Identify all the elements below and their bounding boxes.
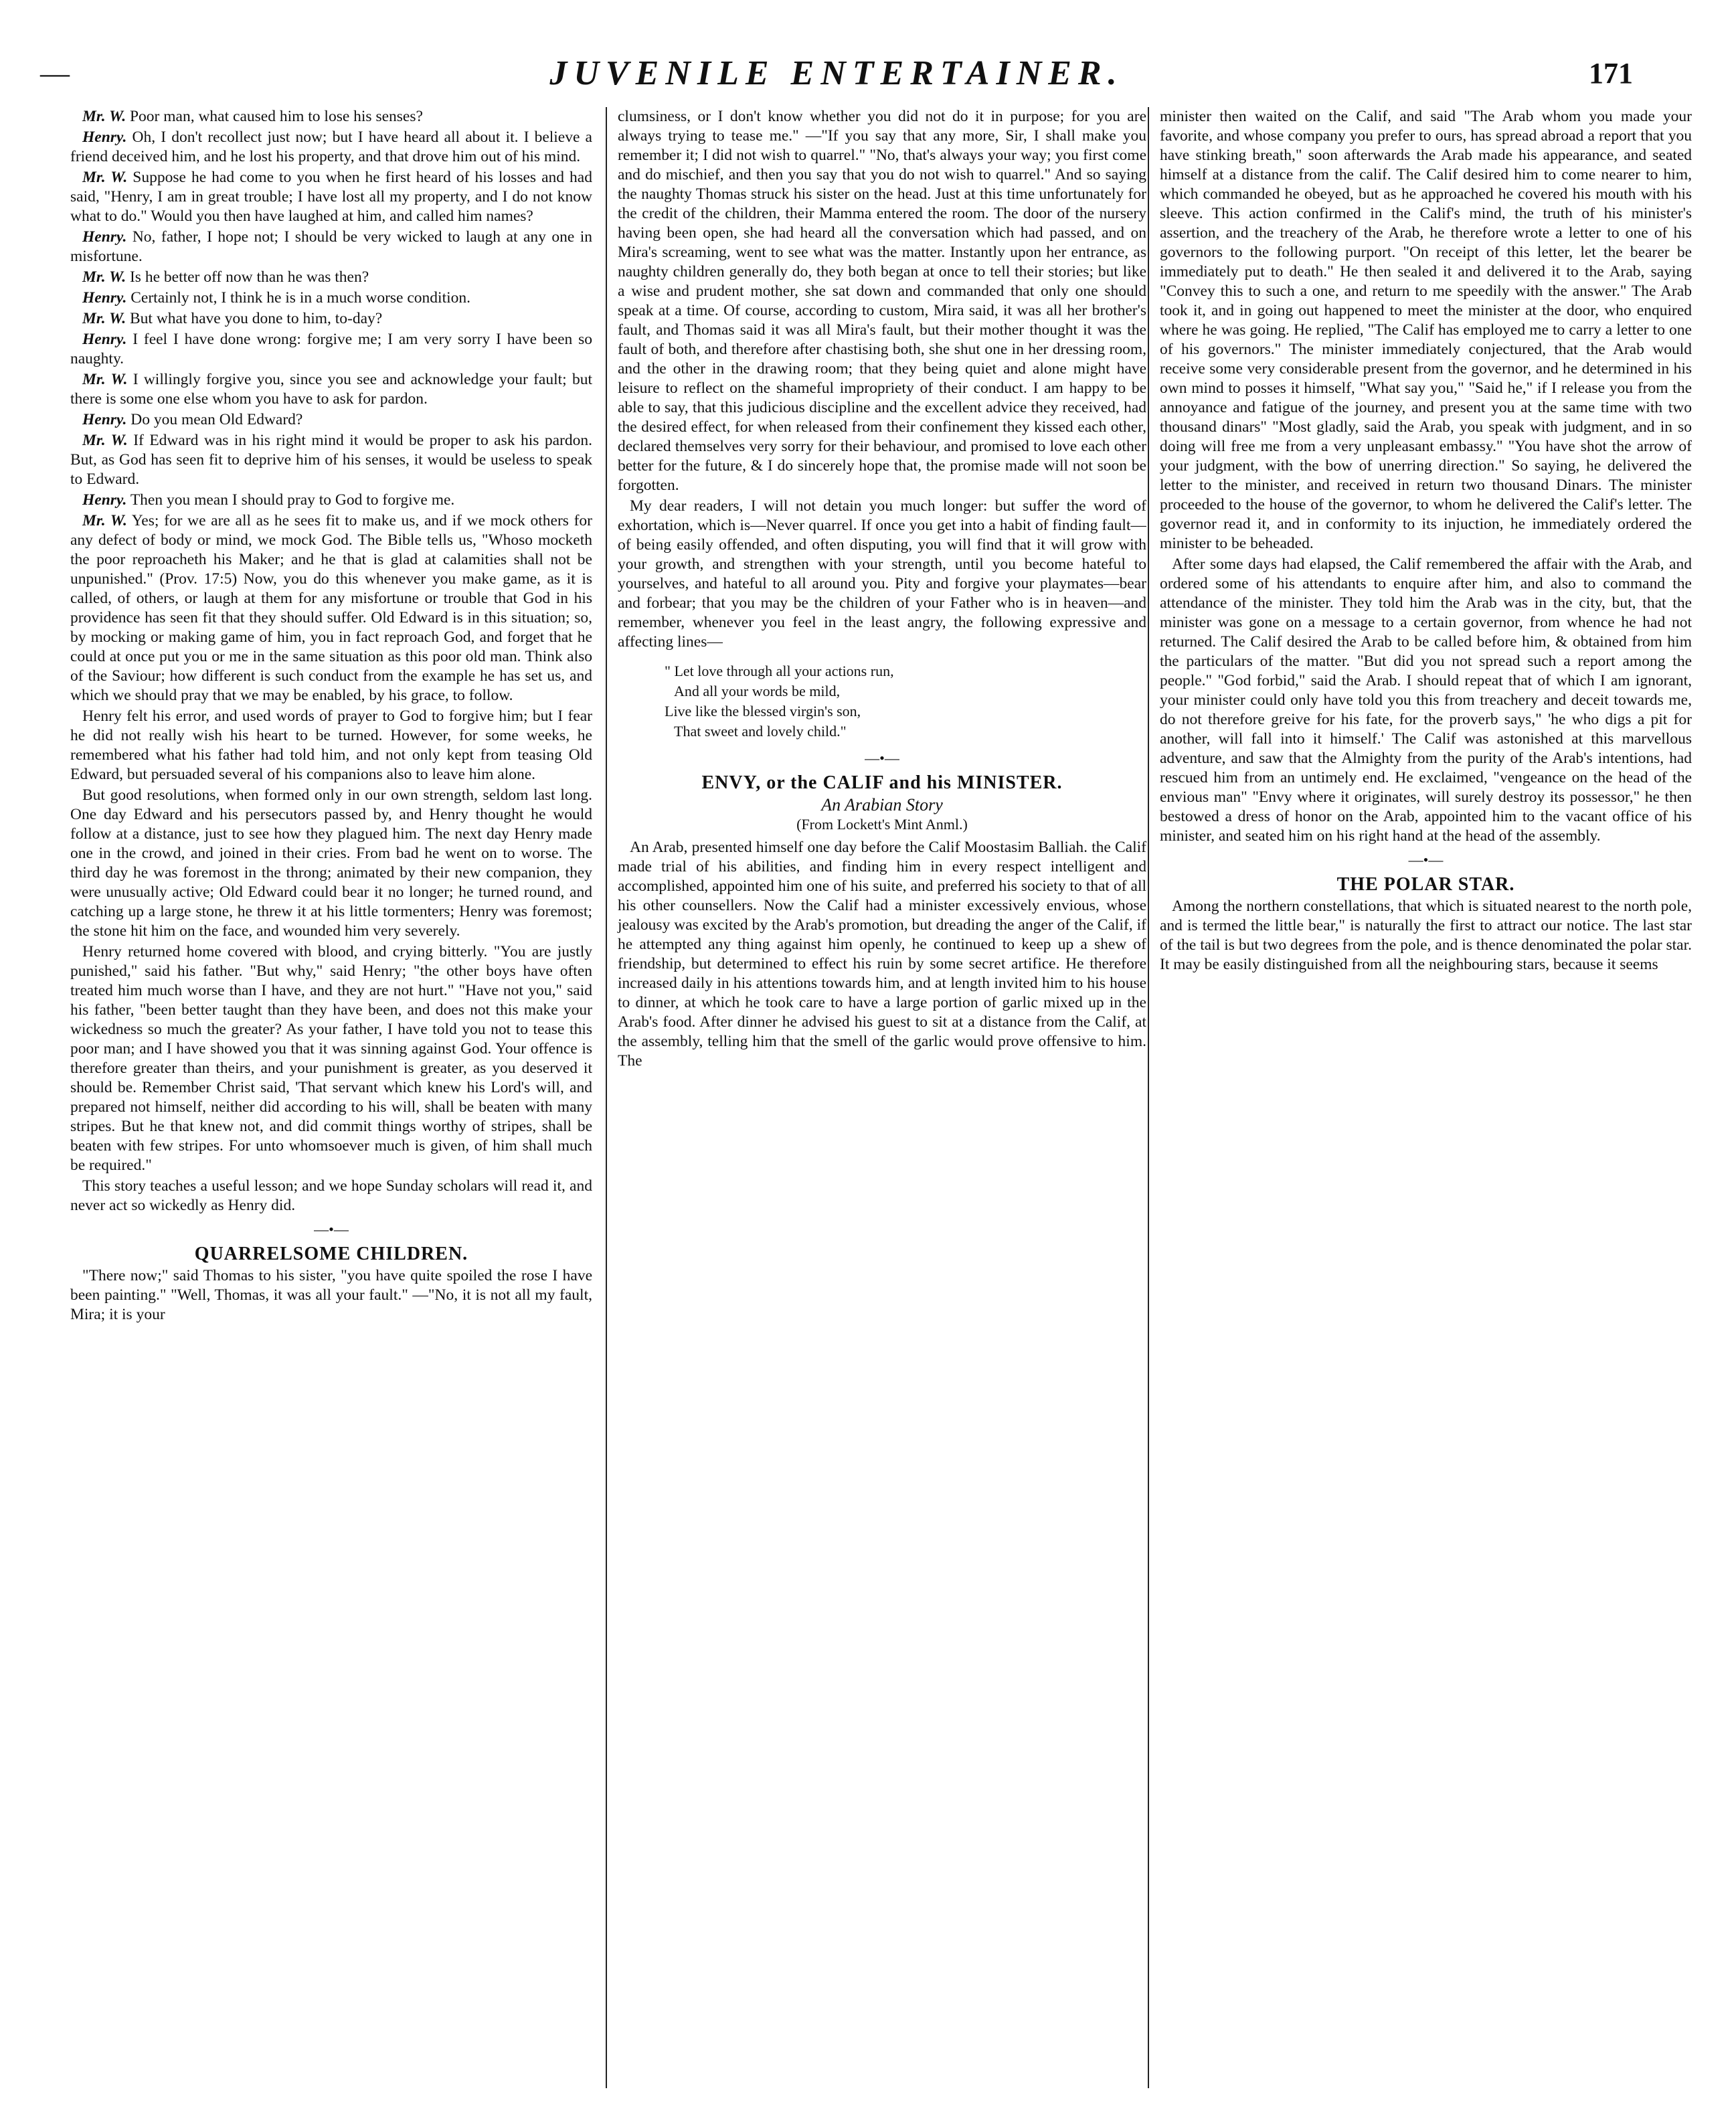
article-heading: THE POLAR STAR. (1336, 874, 1515, 895)
dialogue-text: I willingly forgive you, since you see and acknowledge your fault; but there is some one else whom you have to ask for pardon. (70, 371, 592, 408)
dialogue-text: No, father, I hope not; I should be very wicked to laugh at any one in misfortune. (70, 228, 592, 265)
running-title: JUVENILE ENTERTAINER. (549, 54, 1124, 92)
speaker-name: Mr. W. (82, 371, 128, 388)
dialogue-line (70, 330, 592, 369)
article-source: (From Lockett's Mint Anml.) (796, 816, 968, 833)
speaker-name: Mr. W. (82, 512, 127, 529)
paragraph: "There now;" said Thomas to his sister, "you have quite spoiled the rose I have been painting." "Well, Thomas, it was all your fault." —"No, it is not all my fault, Mira; it is your (70, 1267, 592, 1323)
dialogue-text: Then you mean I should pray to God to forgive me. (130, 491, 455, 509)
dialogue-text: But what have you done to him, to-day? (129, 310, 383, 327)
dialogue-line (70, 168, 592, 226)
dialogue-line (70, 431, 592, 489)
dialogue-text: Do you mean Old Edward? (131, 411, 303, 428)
dialogue-text: Suppose he had come to you when he first heard of his losses and had said, "Henry, I am in great trouble; I have lost all my property, and I do not know what to do." Would you then have laughed at him, and called him names? (70, 169, 592, 225)
paragraph: Henry felt his error, and used words of prayer to God to forgive him; but I fear he did not really wish his heart to be turned. However, for some weeks, he remembered what his father had told him, and not only kept from teasing Old Edward, but persuaded several of his companions also to leave him alone. (70, 707, 592, 783)
poem-line: " Let love through all your actions run, (665, 663, 894, 679)
dialogue-text: Yes; for we are all as he sees fit to make us, and if we mock others for any defect of body or mind, we mock God. The Bible tells us, "Whoso mocketh the poor reproacheth his Maker; and he that is glad at calamities shall not be unpunished." (Prov. 17:5) Now, you do this whenever you make game, as it is called, of others, or laugh at them for any misfortune or trouble that God in his providence has seen fit that they should suffer. Old Edward is in this situation; so, by mocking or making game of him, you in fact reproach God, and forget that he could at once put you or me in the same situation as this poor old man. Think also of the Saviour; how different is such conduct from the example he has set us, and which we should pray that we may be enabled, by his grace, to follow. (70, 512, 592, 704)
poem (665, 661, 1146, 742)
dialogue-text: Is he better off now than he was then? (129, 268, 369, 286)
ornament-divider: —•— (314, 1221, 349, 1238)
poem-line: And all your words be mild, (674, 683, 841, 699)
speaker-name: Henry. (82, 491, 127, 509)
speaker-name: Mr. W. (82, 169, 128, 186)
dialogue-line (70, 107, 592, 126)
page-number: 171 (1589, 57, 1633, 90)
speaker-name: Henry. (82, 411, 127, 428)
dialogue-line (70, 511, 592, 705)
dialogue-text: Certainly not, I think he is in a much worse condition. (131, 289, 471, 307)
speaker-name: Henry. (82, 289, 127, 307)
speaker-name: Henry. (82, 228, 127, 246)
dialogue-line (70, 410, 592, 430)
paragraph: But good resolutions, when formed only in our own strength, seldom last long. One day Edward and his persecutors passed by, and Henry thought he would follow at a distance, just to see how they plagued him. The next day Henry made one in the crowd, and joined in their cries. From bad he went on to worse. The third day he was foremost in the throng; animated by their new companion, they were unusually active; Old Edward could bear it no longer; he turned round, and catching up a large stone, he threw it at his little tormenters; Henry was foremost; the stone hit him on the face, and wounded him very severely. (70, 786, 592, 940)
paragraph: Among the northern constellations, that which is situated nearest to the north pole, and is termed the little bear," is naturally the first to attract our notice. The last star of the tail is but two degrees from the pole, and is thence denominated the polar star. It may be easily distinguished from all the neighbouring stars, because it seems (1160, 898, 1692, 973)
paragraph: clumsiness, or I don't know whether you did not do it in purpose; for you are always trying to tease me." —"If you say that any more, Sir, I shall make you remember it; I did not wish to quarrel." "No, that's always your way; you first come and do mischief, and then you say that you do not wish to quarrel." And so saying the naughty Thomas struck his sister on the head. Just at this time unfortunately for the credit of the children, their Mamma entered the room. The door of the nursery having been open, she had heard all the conversation which had passed, and on Mira's screaming, went to see what was the matter. Instantly upon her entrance, as naughty children generally do, they both began at once to tell their stories; but like a wise and prudent mother, she sat down and commanded that only one should speak at a time. Of course, according to custom, Mira said, it was all her brother's fault, and Thomas said it was all Mira's fault, but their mother thought it was the fault of both, and therefore after chastising both, she shut one in her dressing room, and the other in the drawing room; that they being quiet and alone might have leisure to reflect on the shameful impropriety of their conduct. I am happy to be able to say, that this judicious discipline and the excellent advice they received, had the desired effect, for when released from their confinement they kissed each other, declared themselves very sorry for their behaviour, and promised to love each other better for the future, & I do sincerely hope that, the promise made will not soon be forgotten. (618, 108, 1146, 494)
article-heading: QUARRELSOME CHILDREN. (194, 1244, 468, 1264)
speaker-name: Henry. (82, 331, 127, 348)
speaker-name: Henry. (82, 129, 127, 146)
poem-line: Live like the blessed virgin's son, (665, 703, 861, 719)
dialogue-line (70, 309, 592, 329)
article-subheading: An Arabian Story (821, 795, 943, 815)
dialogue-line (70, 491, 592, 510)
page-header (40, 54, 1633, 100)
ornament-divider: —•— (1408, 851, 1444, 868)
dialogue-text: If Edward was in his right mind it would be proper to ask his pardon. But, as God has seen fit to deprive him of his senses, it would be useless to speak to Edward. (70, 432, 592, 488)
dialogue-line (70, 288, 592, 308)
dialogue-line (70, 370, 592, 409)
dialogue-text: Oh, I don't recollect just now; but I have heard all about it. I believe a friend deceived him, and he lost his property, and that drove him out of his mind. (70, 129, 592, 165)
paragraph: My dear readers, I will not detain you much longer: but suffer the word of exhortation, which is—Never quarrel. If once you get into a habit of finding fault—of being easily offended, and often disputing, you will find that it will grow with your growth, and strengthen with your strength, until you become hateful to yourselves, and hateful to all around you. Pity and forgive your playmates—bear and forbear; that you may be the children of your Father who is in heaven—and remember, whenever you feel in the least angry, the following expressive and affecting lines— (618, 497, 1146, 651)
poem-line: That sweet and lovely child." (674, 723, 847, 740)
paragraph: An Arab, presented himself one day before the Calif Moostasim Balliah. the Calif made trial of his abilities, and finding him in every respect intelligent and accomplished, appointed him one of his suite, and preferred his society to that of all his other counsellers. Now the Calif had a minister excessively envious, whose jealousy was excited by the Arab's promotion, but dreading the anger of the Calif, if he attempted any thing against him openly, he continued to keep up a shew of friendship, but determined to effect his ruin by some secret artifice. He therefore increased daily in his attentions towards him, and at length invited him to his house to dinner, at which he took care to have a large portion of garlic mixed up in the Arab's food. After dinner he advised his guest to sit at a distance from the Calif, at the assembly, telling him that the smell of the garlic would prove offensive to him. The (618, 839, 1146, 1070)
speaker-name: Mr. W. (82, 310, 126, 327)
header-dash: — (40, 57, 70, 90)
column-middle (606, 107, 1146, 2088)
dialogue-line (70, 128, 592, 167)
dialogue-line (70, 228, 592, 266)
article-heading: ENVY, or the CALIF and his MINISTER. (701, 772, 1063, 793)
speaker-name: Mr. W. (82, 432, 128, 449)
column-left (70, 107, 592, 2088)
paragraph: Henry returned home covered with blood, and crying bitterly. "You are justly punished," said his father. "But why," said Henry; "the other boys have often treated him much worse than I have, and they are not hurt." "Have not you," said his father, "been better taught than they have been, and does not this make your wickedness so much the greater? As your father, I have told you not to tease this poor man; and I have showed you that it was sinning against God. Your offence is therefore greater than theirs, and your punishment is greater, as you deserved it should be. Remember Christ said, 'That servant which knew his Lord's will, and prepared not himself, neither did according to his will, shall be beaten with many stripes. But he that knew not, and did commit things worthy of stripes, shall be beaten with few stripes. For unto whomsoever much is given, of him shall much be required." (70, 943, 592, 1174)
dialogue-text: I feel I have done wrong: forgive me; I am very sorry I have been so naughty. (70, 331, 592, 367)
paragraph: After some days had elapsed, the Calif remembered the affair with the Arab, and ordered some of his attendants to enquire after him, and also to command the attendance of the minister. They told him the Arab was in the city, but, that the minister was gone on a message to a certain governor, from whence he had not returned. The Calif desired the Arab to be called before him, & obtained from him the particulars of the matter. "But did you not spread such a report among the people." "God forbid," said the Arab. I should repeat that of which I am ignorant, your minister could only have told you this from treachery and deceit towards me, do not therefore greive for his fate, for the proverb says," 'he who digs a pit for another, will fall into it himself.' The Calif was astonished at this marvellous adventure, and saw that the Almighty from the purity of the Arab's intentions, had rescued him from an untimely end. He exclaimed, "vengeance on the head of the envious man" "Envy where it originates, will surely destroy its possessor," he then bestowed a dress of honor on the Arab, appointed him to the vacant office of his minister, and seated him on his right hand at the head of the assembly. (1160, 556, 1692, 845)
dialogue-text: Poor man, what caused him to lose his senses? (129, 108, 423, 125)
column-right (1148, 107, 1692, 2088)
speaker-name: Mr. W. (82, 268, 126, 286)
speaker-name: Mr. W. (82, 108, 126, 125)
paragraph: minister then waited on the Calif, and said "The Arab whom you made your favorite, and whose company you prefer to ours, has spread abroad a report that you have stinking breath," soon afterwards the Arab made his appearance, and seated himself at a distance from the calif. The Calif desired him to come nearer to him, which commanded he obeyed, but as he approached he covered his mouth with his sleeve. This action confirmed in the Calif's mind, the truth of his minister's assertion, and the treachery of the Arab, he therefore wrote a letter to one of his governors to the following purport. "On receipt of this letter, let the bearer be immediately put to death." He then sealed it and delivered it to the Arab, saying "Convey this to such a one, and return to me speedily with the answer." The Arab took it, and in going out happened to meet the minister at the door, who enquired where he was going. He replied, "The Calif has employed me to carry a letter to one of his governors." The minister immediately conjectured, that the Arab would receive some very considerable present from the governor, and he determined in his own mind to posses it himself, "What say you," "Said he," if I release you from the annoyance and fatigue of the journey, and present you at the same time with two thousand dinars" "Most gladly, said the Arab, you speak with judgment, and in so doing will free me from a very unpleasant embassy." "You have shot the arrow of your judgment, with the bow of unerring direction." So saying, he delivered the letter to the minister, and received in return two thousand Dinars. The minister proceeded to the house of the governor, to whom he delivered the Calif's letter. The governor read it, and in conformity to its injuction, he immediately ordered the minister to be beheaded. (1160, 108, 1692, 552)
paragraph: This story teaches a useful lesson; and we hope Sunday scholars will read it, and never act so wickedly as Henry did. (70, 1177, 592, 1214)
dialogue-block (70, 107, 592, 705)
ornament-divider: —•— (865, 750, 899, 766)
dialogue-line (70, 268, 592, 287)
